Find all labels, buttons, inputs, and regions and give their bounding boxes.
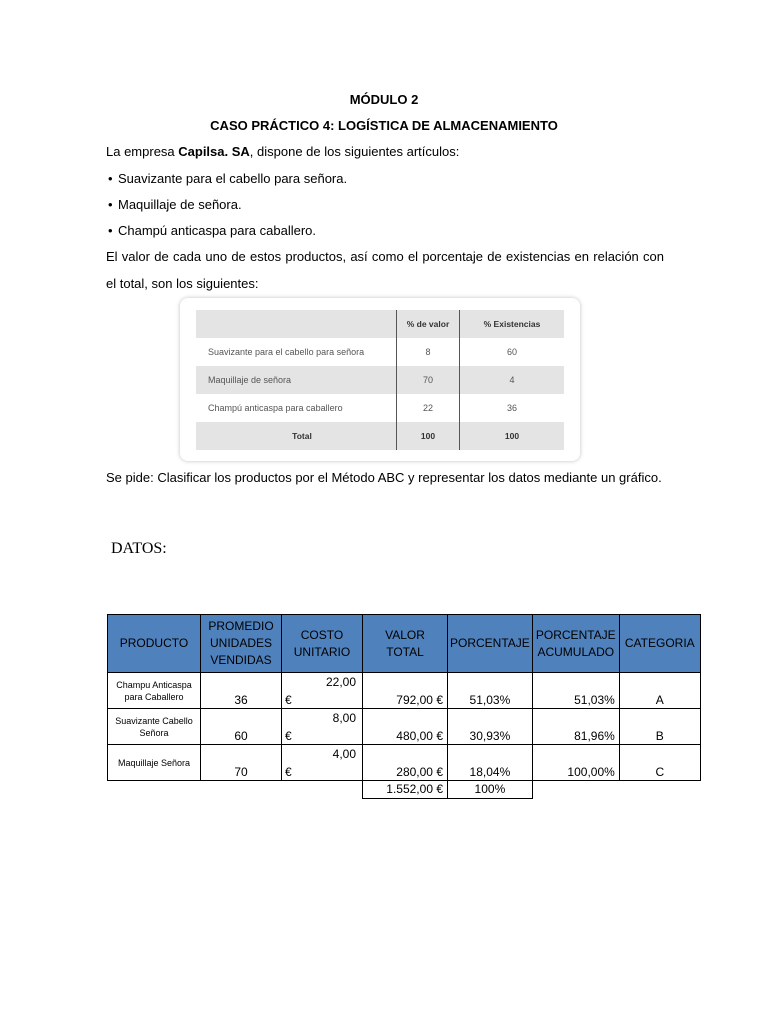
table-header-row: % de valor % Existencias [196, 310, 564, 338]
table-row: Champu Anticaspa para Caballero 36 22,00 € 792,00 € 51,03% 51,03% A [108, 673, 701, 709]
bullet-item: • Maquillaje de señora. [108, 197, 242, 212]
table-row: Champú anticaspa para caballero 22 36 [196, 394, 564, 422]
question-text: Se pide: Clasificar los productos por el Método ABC y representar los datos mediante un gráfico. [106, 470, 662, 485]
product-value-image [180, 298, 580, 461]
table-row: Suavizante Cabello Señora 60 8,00 € 480,00 € 30,93% 81,96% B [108, 709, 701, 745]
description-paragraph: El valor de cada uno de estos productos, así como el porcentaje de existencias en relación con el total, son los siguientes: [106, 249, 664, 291]
datos-label: DATOS: [111, 540, 167, 557]
total-percent: 100% [448, 781, 533, 799]
table-total-row: Total 100 100 [196, 422, 564, 450]
bullet-icon: • [108, 171, 113, 186]
case-title: CASO PRÁCTICO 4: LOGÍSTICA DE ALMACENAMIENTO [210, 118, 558, 133]
abc-data-table [107, 614, 701, 799]
module-title: MÓDULO 2 [349, 92, 419, 107]
table-total-row [108, 781, 701, 799]
table-row: Maquillaje Señora 70 4,00 € 280,00 € 18,04% 100,00% C [108, 745, 701, 781]
company-name: Capilsa. SA [178, 144, 250, 159]
bullet-icon: • [108, 223, 113, 238]
table-row: Maquillaje de señora 70 4 [196, 366, 564, 394]
intro-text: La empresa Capilsa. SA, dispone de los siguientes artículos: [106, 144, 460, 159]
bullet-item: • Champú anticaspa para caballero. [108, 223, 317, 238]
value-stock-table [196, 310, 564, 450]
table-header-row: PRODUCTO PROMEDIO UNIDADES VENDIDAS COSTO UNITARIO VALOR TOTAL PORCENTAJE PORCENTAJE ACUMULADO CATEGORIA [108, 615, 701, 673]
total-value: 1.552,00 € [363, 781, 448, 799]
bullet-icon: • [108, 197, 113, 212]
table-row: Suavizante para el cabello para señora 8 60 [196, 338, 564, 366]
bullet-item: • Suavizante para el cabello para señora. [108, 171, 348, 186]
